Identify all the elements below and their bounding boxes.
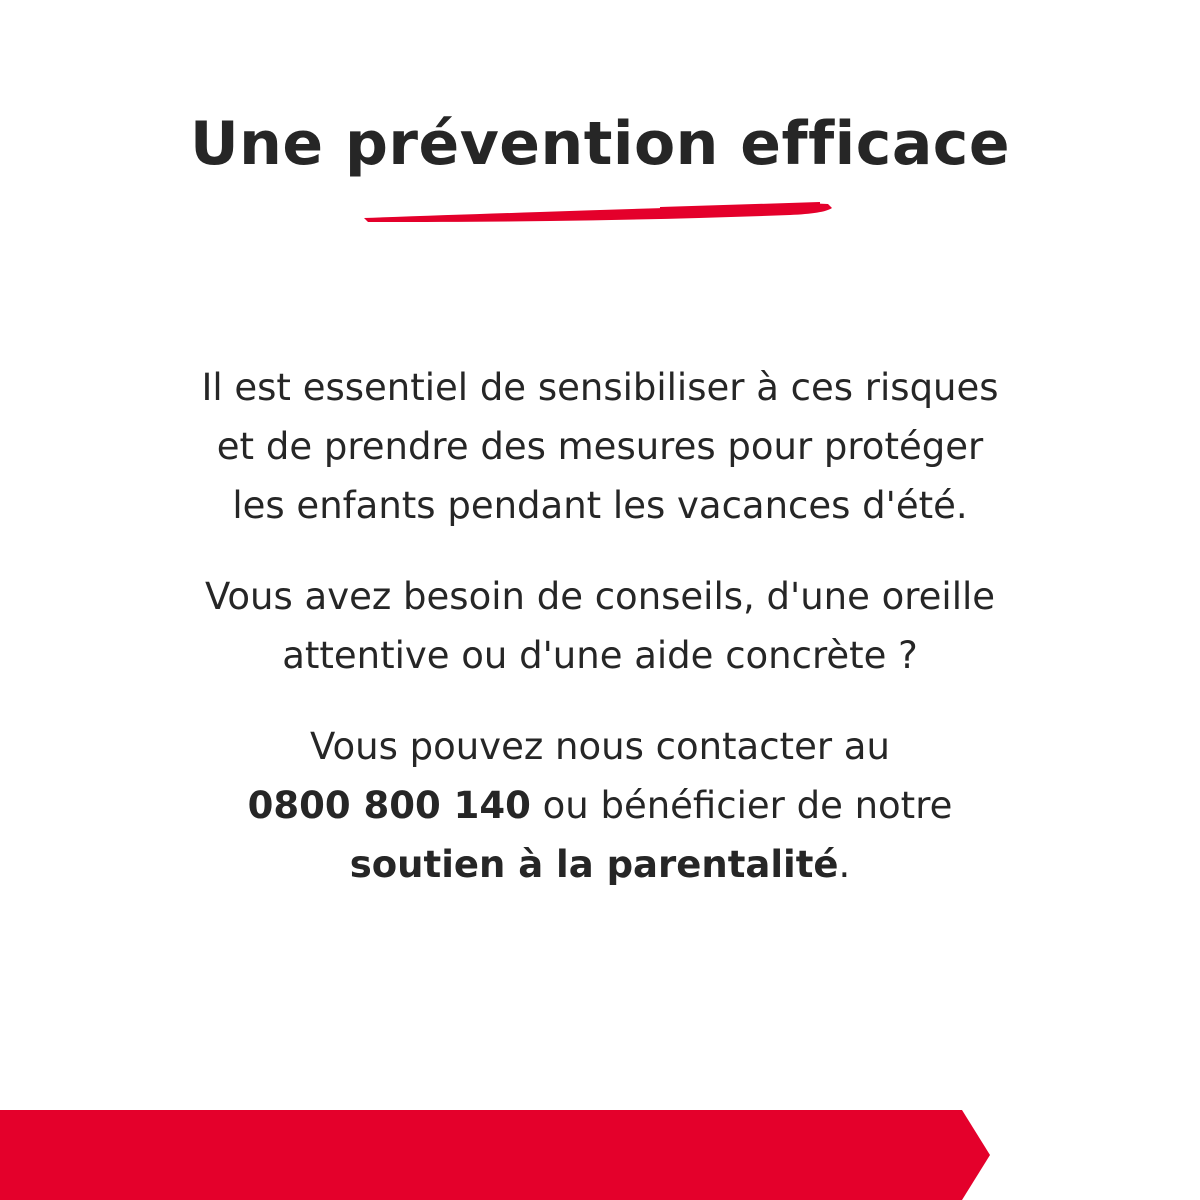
text-line [100,835,1100,894]
text-fragment: . [838,843,851,886]
text-line [100,776,1100,835]
text-line: Vous avez besoin de conseils, d'une oreille [204,575,996,618]
paragraph-question [100,567,1100,685]
page-title: Une prévention efficace [189,109,1011,179]
paragraph-awareness [100,358,1100,535]
paragraph-contact [100,717,1100,894]
body-text [100,358,1100,926]
text-line: les enfants pendant les vacances d'été. [232,484,968,527]
phone-number[interactable]: 0800 800 140 [247,784,531,827]
text-line: et de prendre des mesures pour protéger [216,425,984,468]
bottom-arrow-banner [0,1110,990,1200]
text-line: Il est essentiel de sensibiliser à ces risques [201,366,999,409]
support-parentality-link[interactable]: soutien à la parentalité [349,843,839,886]
text-line: attentive ou d'une aide concrète ? [282,634,918,677]
text-line: Vous pouvez nous contacter au [310,725,890,768]
text-fragment: ou bénéficier de notre [530,784,953,827]
title-underline-brush [360,196,836,230]
